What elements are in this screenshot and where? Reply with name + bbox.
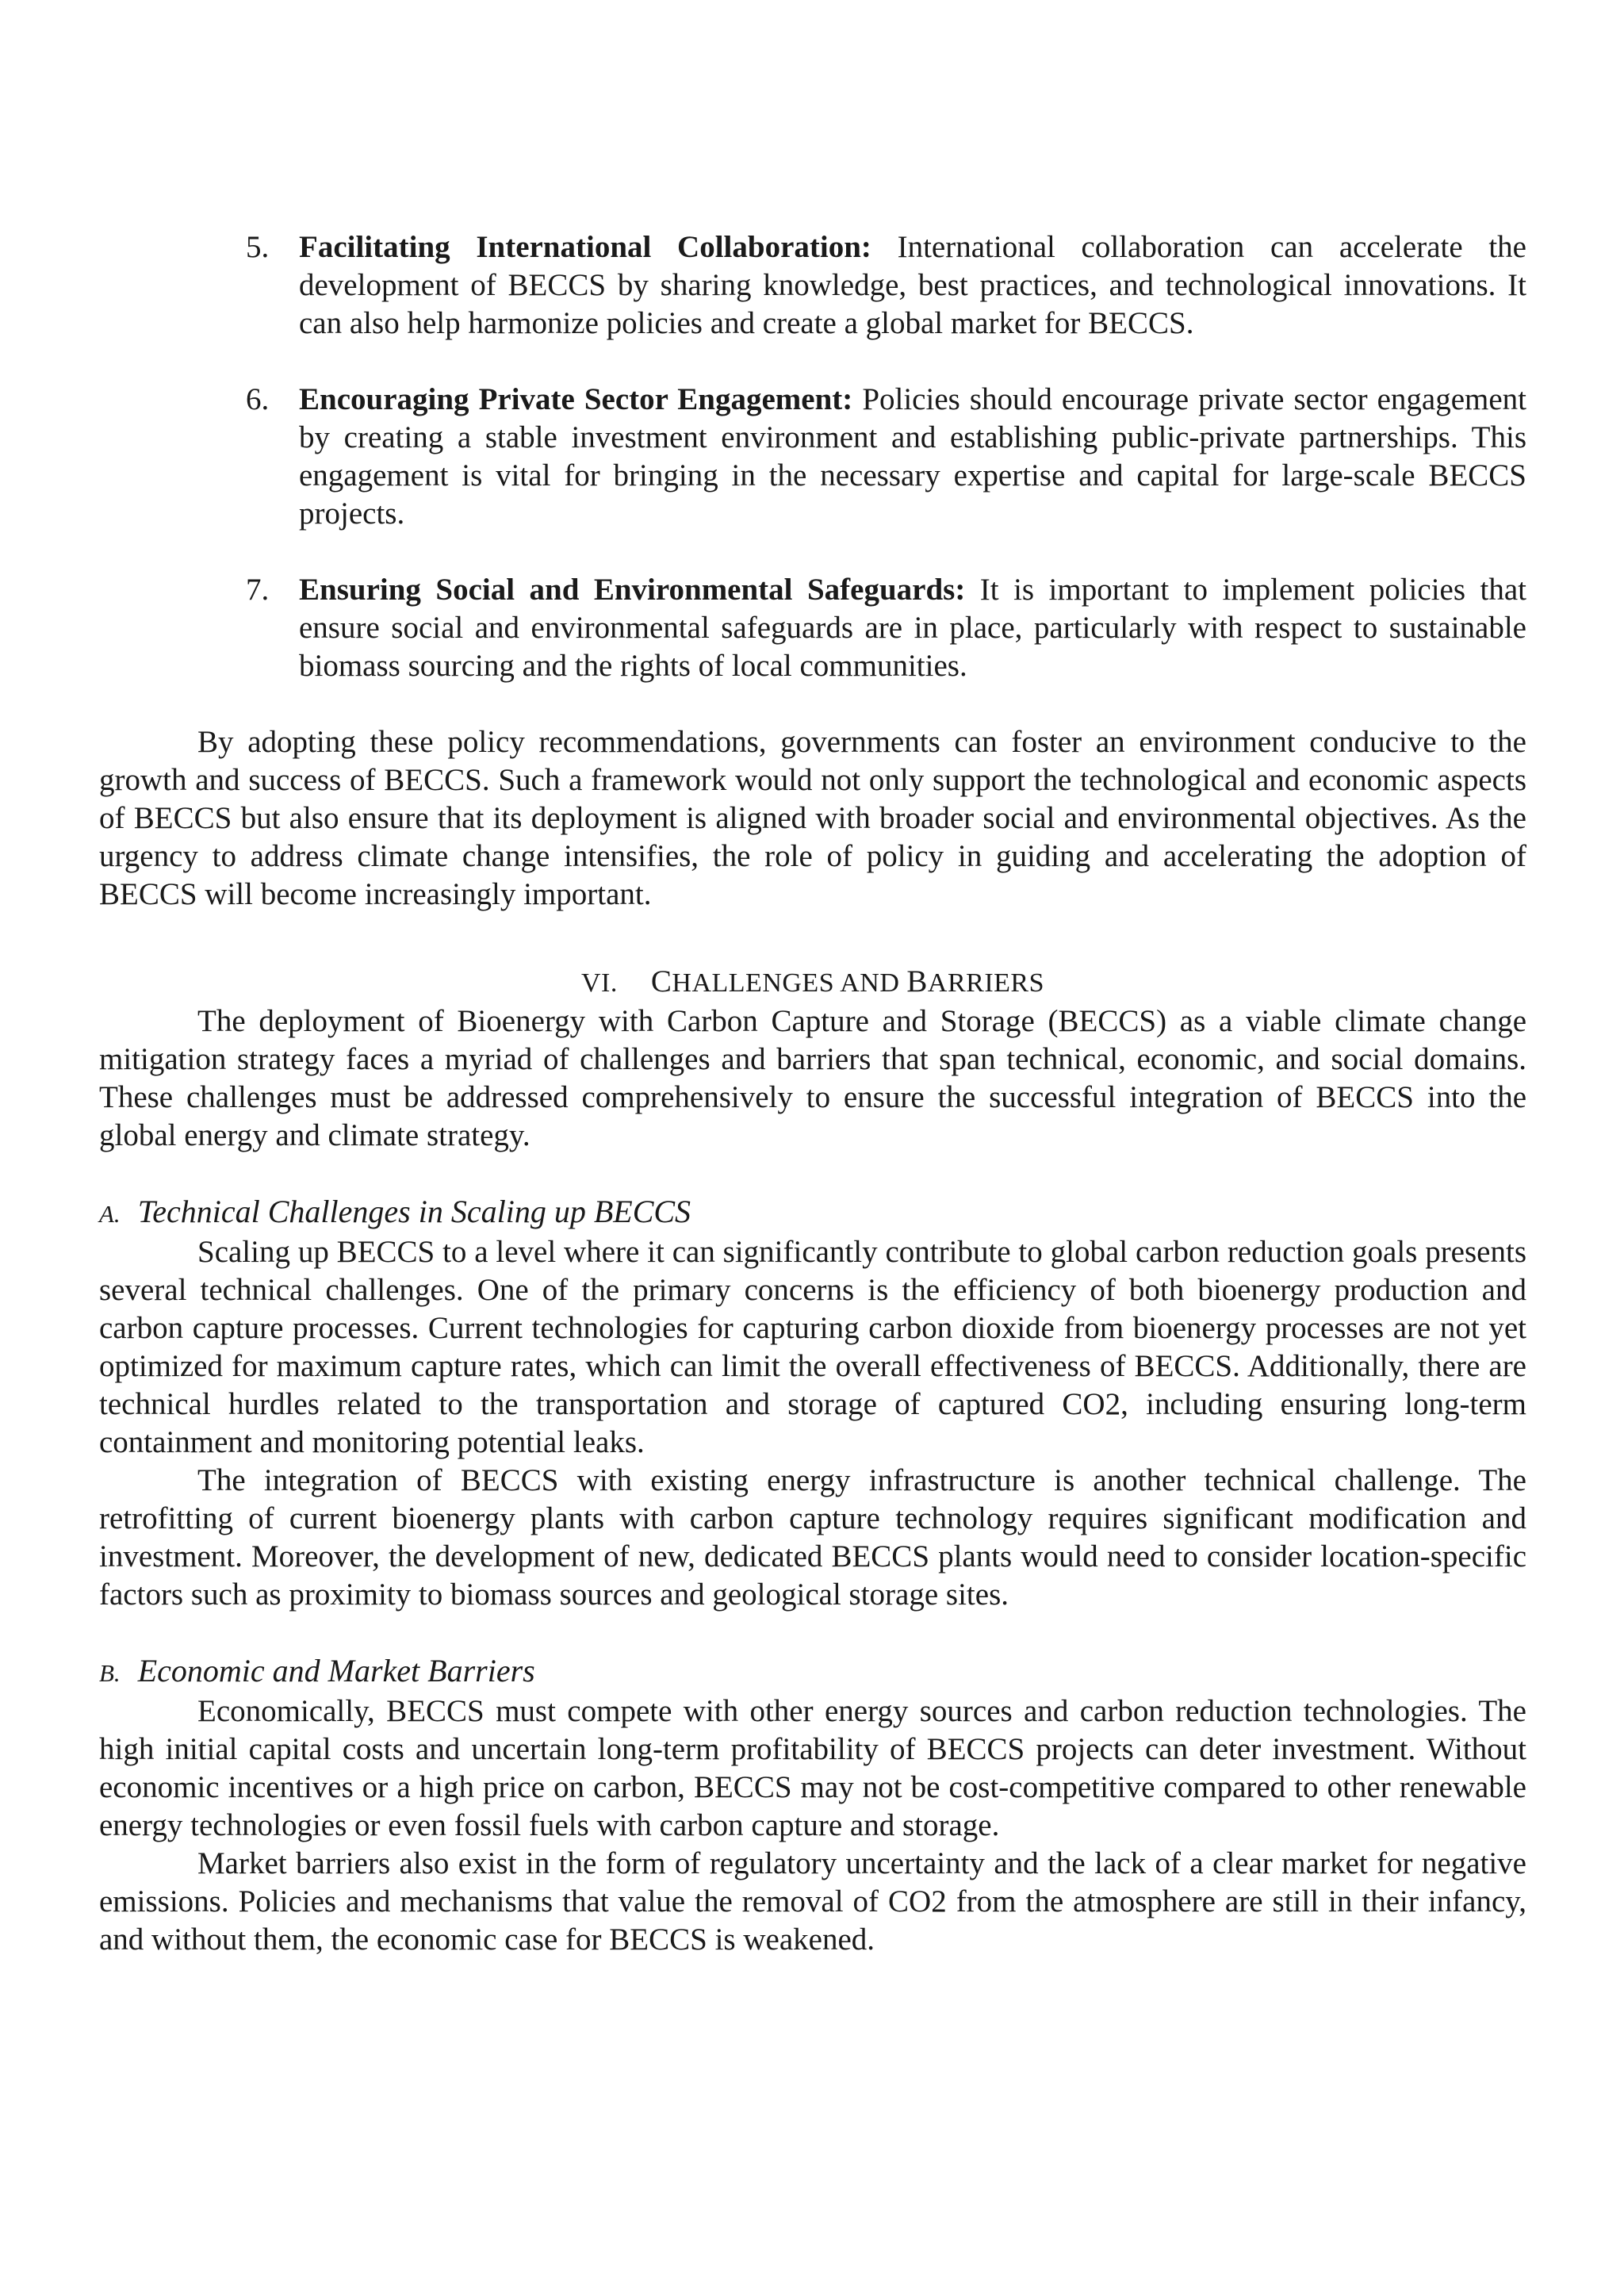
subsection-heading-a (99, 1193, 1526, 1233)
list-item (99, 381, 1526, 533)
section-title-part-1: HALLENGES AND (672, 968, 907, 998)
subsection-heading-b (99, 1652, 1526, 1692)
subsection-letter: B. (99, 1659, 121, 1687)
paragraph: Economically, BECCS must compete with other energy sources and carbon reduction technologies. The high initial capital costs and uncertain long-term profitability of BECCS projects can deter investment. Without economic incentives or a high price on carbon, BECCS may not be cost-competitive compared to other renewable energy technologies or even fossil fuels with carbon capture and storage. (99, 1694, 1526, 1842)
list-item-lead: Encouraging Private Sector Engagement: (299, 382, 853, 416)
list-item-number: 6. (246, 382, 270, 416)
list-item-text: It is important to implement policies that ensure social and environmental safeguards are in place, particularly with respect to sustainable biomass sourcing and the rights of local communities. (299, 573, 1526, 683)
list-item-number: 5. (246, 230, 270, 264)
paragraph: The integration of BECCS with existing energy infrastructure is another technical challenge. The retrofitting of current bioenergy plants with carbon capture technology requires significant modification and investment. Moreover, the development of new, dedicated BECCS plants would need to consider location-specific factors such as proximity to biomass sources and geological storage sites. (99, 1463, 1526, 1612)
section-title-initial-1: C (650, 964, 672, 999)
subsection-letter: A. (99, 1200, 121, 1228)
list-item (99, 571, 1526, 685)
paragraph: Market barriers also exist in the form of regulatory uncertainty and the lack of a clear market for negative emissions. Policies and mechanisms that value the removal of CO2 from the atmosphere are still in their infancy, and without them, the economic case for BECCS is weakened. (99, 1846, 1526, 1957)
list-item (99, 228, 1526, 343)
subsection-title: Technical Challenges in Scaling up BECCS (137, 1194, 691, 1229)
section-numeral: VI. (581, 968, 618, 998)
section-heading (99, 963, 1526, 1002)
section-title-part-2: ARRIERS (927, 968, 1044, 998)
document-page (99, 228, 1526, 1959)
paragraph: Scaling up BECCS to a level where it can significantly contribute to global carbon reduction goals presents several technical challenges. One of the primary concerns is the efficiency of both bioenergy production and carbon capture processes. Current technologies for capturing carbon dioxide from bioenergy processes are not yet optimized for maximum capture rates, which can limit the overall effectiveness of BECCS. Additionally, there are technical hurdles related to the transportation and storage of captured CO2, including ensuring long-term containment and monitoring potential leaks. (99, 1235, 1526, 1459)
subsection-title: Economic and Market Barriers (137, 1653, 535, 1688)
list-item-lead: Facilitating International Collaboration: (299, 230, 871, 264)
policy-recommendations-list (99, 228, 1526, 685)
section-intro-paragraph: The deployment of Bioenergy with Carbon Capture and Storage (BECCS) as a viable climate change mitigation strategy faces a myriad of challenges and barriers that span technical, economic, and social domains. These challenges must be addressed comprehensively to ensure the successful integration of BECCS into the global energy and climate strategy. (99, 1004, 1526, 1152)
list-item-number: 7. (246, 573, 270, 607)
section-title-initial-2: B (906, 964, 928, 999)
list-item-text: International collaboration can accelerate the development of BECCS by sharing knowledge, best practices, and technological innovations. It can also help harmonize policies and create a global market for BECCS. (299, 230, 1526, 340)
conclusion-paragraph: By adopting these policy recommendations, governments can foster an environment conducive to the growth and success of BECCS. Such a framework would not only support the technological and economic aspects of BECCS but also ensure that its deployment is aligned with broader social and environmental objectives. As the urgency to address climate change intensifies, the role of policy in guiding and accelerating the adoption of BECCS will become increasingly important. (99, 725, 1526, 911)
list-item-lead: Ensuring Social and Environmental Safeguards: (299, 573, 966, 607)
list-item-text: Policies should encourage private sector engagement by creating a stable investment environment and establishing public-private partnerships. This engagement is vital for bringing in the necessary expertise and capital for large-scale BECCS projects. (299, 382, 1527, 531)
